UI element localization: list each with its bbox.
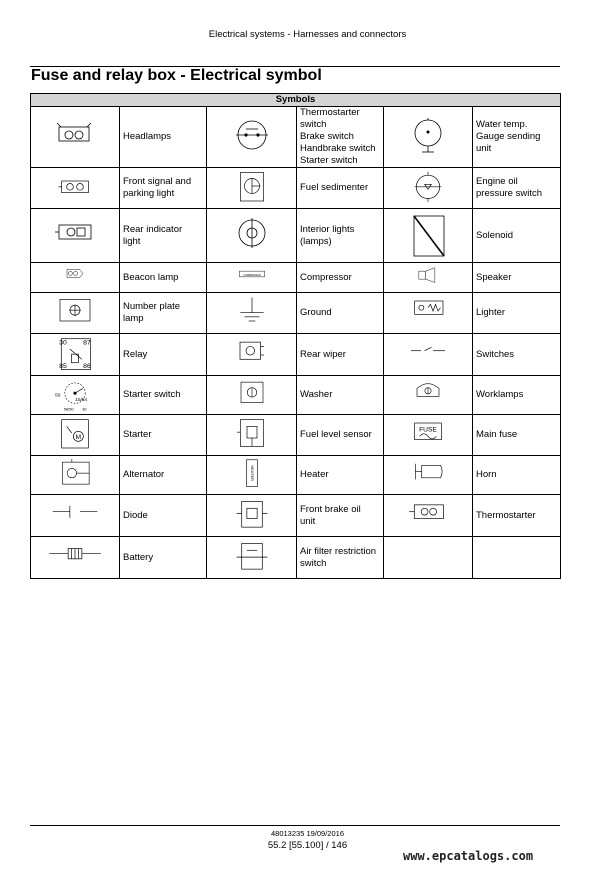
symbol-label: [297, 537, 384, 579]
fuel-sedimenter-icon: [207, 168, 297, 209]
symbol-label: [297, 334, 384, 376]
label-line: Engine oil: [476, 176, 518, 187]
label-line: Heater: [300, 469, 329, 480]
ground-icon: [207, 293, 297, 334]
starter-icon: [31, 415, 120, 456]
symbol-label: [473, 107, 561, 168]
label-line: Front signal and: [123, 176, 192, 187]
water-temp-sender-icon: [384, 107, 473, 168]
label-line: Horn: [476, 469, 497, 480]
thermostarter-switch-icon: [207, 107, 297, 168]
icon-text: COMPRESSOR: [242, 273, 261, 277]
symbol-label: [297, 415, 384, 456]
label-line: switch: [300, 557, 327, 569]
pin-label: 85: [59, 362, 67, 370]
label-line: Interior lights: [300, 223, 355, 235]
label-line: Starter switch: [300, 155, 358, 166]
label-line: Diode: [123, 509, 148, 521]
label-line: Starter switch: [123, 389, 181, 400]
table-row: [31, 415, 561, 456]
doc-number: 48013235 19/09/2016: [271, 829, 344, 838]
footer-rule: [30, 825, 560, 826]
rear-wiper-icon: [207, 334, 297, 376]
label-line: (lamps): [300, 235, 332, 247]
symbol-label: [473, 415, 561, 456]
thermostarter-icon: [384, 495, 473, 537]
compressor-icon: [207, 263, 297, 293]
switches-icon: [384, 334, 473, 376]
symbol-label: [473, 334, 561, 376]
symbol-label: [297, 107, 384, 168]
symbol-label: [120, 456, 207, 495]
pin-label: 58/50: [63, 405, 74, 411]
empty-symbol-cell: [384, 537, 473, 579]
table-row: [31, 376, 561, 415]
pin-label: 30: [59, 339, 67, 347]
label-line: Speaker: [476, 271, 512, 283]
label-line: unit: [476, 143, 492, 154]
speaker-icon: [384, 263, 473, 293]
symbol-label: [473, 376, 561, 415]
icon-text: HEATER: [249, 464, 255, 481]
label-line: Fuel sedimenter: [300, 182, 369, 193]
lighter-icon: [384, 293, 473, 334]
label-line: parking light: [123, 188, 175, 199]
label-line: Worklamps: [476, 389, 524, 400]
table-row: [31, 456, 561, 495]
worklamp-icon: [384, 376, 473, 415]
label-line: Headlamps: [123, 131, 172, 142]
table-row: [31, 334, 561, 376]
table-body: [31, 107, 561, 579]
running-header: Electrical systems - Harnesses and connectors: [208, 29, 407, 40]
brake-oil-unit-icon: [207, 495, 297, 537]
table-row: [31, 537, 561, 579]
page-number: 55.2 [55.100] / 146: [267, 840, 348, 851]
pin-label: 50: [55, 391, 61, 397]
label-line: Water temp.: [476, 119, 528, 130]
label-line: Washer: [300, 389, 333, 400]
symbol-label: [473, 495, 561, 537]
relay-icon: [31, 334, 120, 376]
symbol-label: [297, 263, 384, 293]
label-line: Fuel level sensor: [300, 429, 372, 440]
label-line: Beacon lamp: [123, 271, 179, 283]
pin-label: 86: [83, 362, 91, 370]
pin-label: 87: [83, 339, 91, 347]
label-line: Alternator: [123, 469, 165, 480]
symbol-label: [120, 107, 207, 168]
interior-light-icon: [207, 209, 297, 263]
watermark: www.epcatalogs.com: [403, 849, 534, 863]
table-row: [31, 293, 561, 334]
label-line: Number plate: [123, 301, 181, 312]
label-line: Air filter restriction: [300, 545, 377, 557]
icon-text: FUSE: [419, 425, 437, 433]
table-row: [31, 168, 561, 209]
label-line: Gauge sending: [476, 131, 541, 142]
label-line: pressure switch: [476, 188, 542, 199]
symbol-label: [120, 376, 207, 415]
empty-label-cell: [473, 537, 561, 579]
symbol-label: [120, 334, 207, 376]
symbol-label: [120, 293, 207, 334]
label-line: Compressor: [300, 271, 352, 283]
heater-icon: [207, 456, 297, 495]
page-title: Fuse and relay box - Electrical symbol: [31, 67, 322, 84]
solenoid-icon: [384, 209, 473, 263]
diode-icon: [31, 495, 120, 537]
label-line: Rear wiper: [300, 348, 346, 360]
label-line: Switches: [476, 348, 515, 360]
label-line: Brake switch: [300, 131, 354, 142]
label-line: Thermostarter: [476, 509, 536, 521]
symbol-label: [297, 495, 384, 537]
symbol-label: [120, 263, 207, 293]
pin-label: 15/54: [75, 396, 88, 402]
symbol-label: [120, 537, 207, 579]
symbol-label: [120, 495, 207, 537]
symbol-label: [297, 376, 384, 415]
label-line: Relay: [123, 348, 148, 360]
symbol-label: [473, 168, 561, 209]
label-line: Main fuse: [476, 429, 518, 440]
symbol-label: [120, 209, 207, 263]
label-line: Lighter: [476, 307, 506, 318]
symbol-label: [473, 263, 561, 293]
alternator-icon: [31, 456, 120, 495]
table-header: Symbols: [31, 94, 561, 107]
table-row: [31, 263, 561, 293]
svg-text:M: M: [75, 433, 82, 441]
label-line: Handbrake switch: [300, 143, 376, 154]
starter-switch-icon: [31, 376, 120, 415]
main-fuse-icon: [384, 415, 473, 456]
beacon-lamp-icon: [31, 263, 120, 293]
symbol-label: [120, 415, 207, 456]
oil-pressure-switch-icon: [384, 168, 473, 209]
front-signal-lamp-icon: [31, 168, 120, 209]
symbols-table: [30, 93, 561, 579]
label-line: unit: [300, 515, 316, 527]
table-row: [31, 107, 561, 168]
battery-icon: [31, 537, 120, 579]
number-plate-lamp-icon: [31, 293, 120, 334]
label-line: light: [123, 235, 141, 247]
label-line: Solenoid: [476, 229, 513, 241]
label-line: Battery: [123, 551, 154, 563]
headlamps-icon: [31, 107, 120, 168]
label-line: Rear indicator: [123, 223, 183, 235]
label-line: lamp: [123, 313, 144, 324]
symbol-label: [297, 209, 384, 263]
washer-icon: [207, 376, 297, 415]
symbol-label: [297, 293, 384, 334]
symbol-label: [473, 456, 561, 495]
table-row: [31, 209, 561, 263]
label-line: switch: [300, 119, 327, 130]
symbol-label: [120, 168, 207, 209]
symbol-label: [297, 456, 384, 495]
rear-indicator-icon: [31, 209, 120, 263]
label-line: Front brake oil: [300, 503, 361, 515]
table-row: [31, 495, 561, 537]
symbol-label: [473, 293, 561, 334]
label-line: Starter: [123, 429, 152, 440]
label-line: Thermostarter: [300, 107, 360, 118]
horn-icon: [384, 456, 473, 495]
symbol-label: [297, 168, 384, 209]
pin-label: 30: [82, 405, 87, 411]
air-filter-switch-icon: [207, 537, 297, 579]
label-line: Ground: [300, 307, 332, 318]
symbol-label: [473, 209, 561, 263]
fuel-level-sensor-icon: [207, 415, 297, 456]
